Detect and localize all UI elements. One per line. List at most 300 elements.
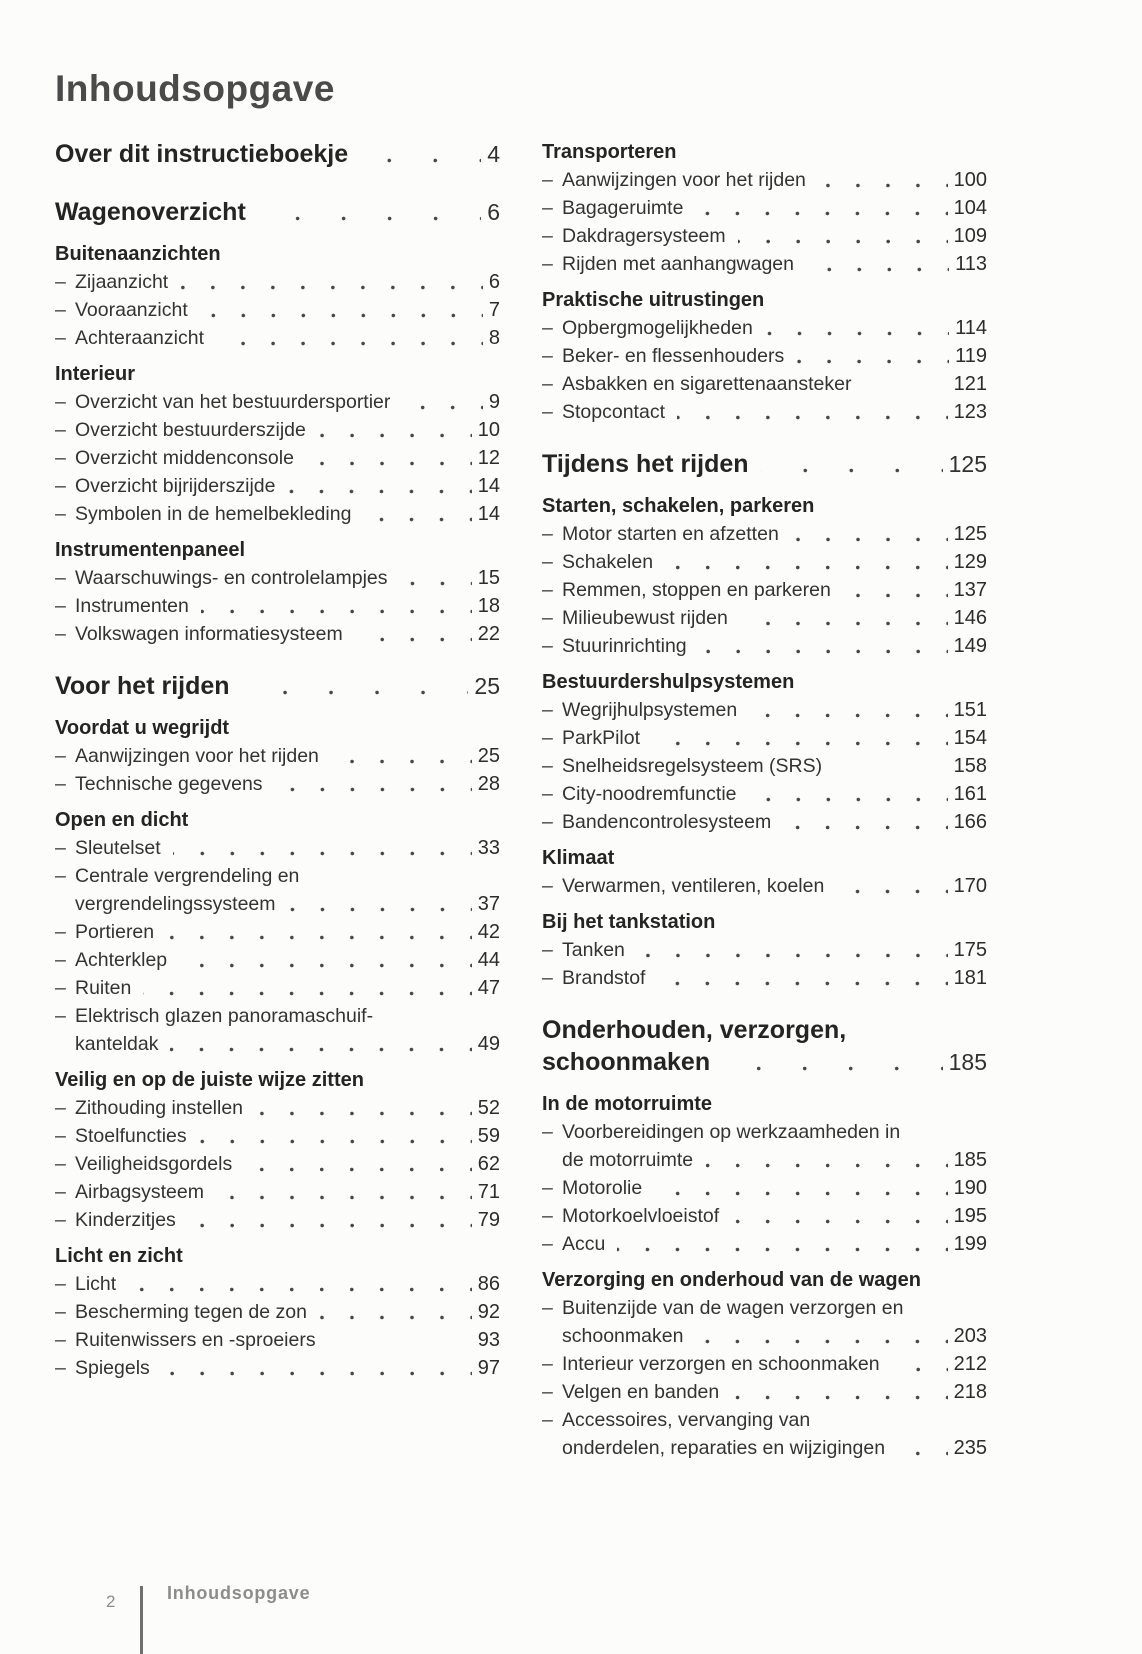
dash-bullet: – xyxy=(542,169,553,191)
dot-leader xyxy=(360,158,481,163)
toc-section-header: Transporteren xyxy=(542,141,677,163)
toc-entry-line xyxy=(55,1150,500,1178)
toc-item xyxy=(542,632,987,660)
toc-entry-label: Overzicht bijrijderszijde xyxy=(75,475,276,497)
toc-entry-label: Accessoires, vervanging van xyxy=(562,1409,811,1431)
toc-item xyxy=(542,696,987,724)
toc-entry-line xyxy=(542,1202,987,1230)
dash-bullet: – xyxy=(55,1273,66,1295)
dash-bullet: – xyxy=(542,1381,553,1403)
toc-entry-line xyxy=(542,314,987,342)
toc-entry-label: Voor het rijden xyxy=(55,672,230,700)
toc-section-header: Interieur xyxy=(55,363,136,385)
toc-item xyxy=(55,1206,500,1234)
toc-item xyxy=(55,416,500,444)
toc-entry-line xyxy=(542,342,987,370)
toc-item xyxy=(55,742,500,770)
toc-entry-label: schoonmaken xyxy=(562,1325,684,1347)
toc-entry-label: Onderhouden, verzorgen, xyxy=(542,1016,847,1044)
toc-item xyxy=(542,370,987,398)
toc-section-header: Instrumentenpaneel xyxy=(55,539,246,561)
toc-entry-line xyxy=(542,520,987,548)
toc-page-number: 14 xyxy=(477,475,500,497)
toc-entry-line xyxy=(542,194,987,222)
dash-bullet: – xyxy=(55,299,66,321)
toc-entry-line xyxy=(542,250,987,278)
toc-entry-label: Achteraanzicht xyxy=(75,327,204,349)
toc-item xyxy=(55,770,500,798)
toc-page-number: 100 xyxy=(953,169,987,191)
toc-item xyxy=(55,834,500,862)
toc-entry-line xyxy=(55,742,500,770)
toc-item xyxy=(55,268,500,296)
dot-leader xyxy=(216,341,483,346)
toc-section-header: Praktische uitrustingen xyxy=(542,289,765,311)
toc-entry-label: Elektrisch glazen panoramaschuif- xyxy=(75,1005,374,1027)
toc-entry-label: Accu xyxy=(562,1233,606,1255)
toc-item xyxy=(55,324,500,352)
toc-page-number: 158 xyxy=(953,755,987,777)
toc-page-number: 12 xyxy=(477,447,500,469)
toc-entry-label: Bescherming tegen de zon xyxy=(75,1301,307,1323)
dash-bullet: – xyxy=(55,1357,66,1379)
dot-leader xyxy=(255,1111,472,1116)
toc-entry-label: Verwarmen, ventileren, koelen xyxy=(562,875,825,897)
toc-page-number: 161 xyxy=(953,783,987,805)
dot-leader xyxy=(806,267,949,272)
dot-leader xyxy=(402,405,482,410)
toc-item xyxy=(55,472,500,500)
toc-page-number: 93 xyxy=(477,1329,500,1351)
toc-entry-label: Stopcontact xyxy=(562,401,665,423)
toc-item xyxy=(542,166,987,194)
toc-entry-label: Zijaanzicht xyxy=(75,271,169,293)
toc-page-number: 125 xyxy=(953,523,987,545)
dot-leader xyxy=(834,769,948,774)
dash-bullet: – xyxy=(542,635,553,657)
toc-entry-label: Symbolen in de hemelbekleding xyxy=(75,503,352,525)
toc-section-header: In de motorruimte xyxy=(542,1093,713,1115)
toc-section-header: Klimaat xyxy=(542,847,615,869)
dash-bullet: – xyxy=(542,1205,553,1227)
toc-page-number: 44 xyxy=(477,949,500,971)
toc-entry-label: Sleutelset xyxy=(75,837,161,859)
dot-leader xyxy=(319,1315,472,1320)
toc-page-number: 104 xyxy=(953,197,987,219)
toc-page-number: 185 xyxy=(948,1049,987,1075)
toc-item xyxy=(542,194,987,222)
toc-page-number: 175 xyxy=(953,939,987,961)
toc-page-number: 218 xyxy=(953,1381,987,1403)
toc-page-number: 121 xyxy=(953,373,987,395)
toc-entry-label: Overzicht middenconsole xyxy=(75,447,294,469)
toc-entry-label: Stoelfuncties xyxy=(75,1125,187,1147)
toc-entry-label: Bagageruimte xyxy=(562,197,684,219)
dot-leader xyxy=(654,1191,947,1196)
toc-entry-line xyxy=(55,1354,500,1382)
toc-entry-line xyxy=(542,448,987,480)
dash-bullet: – xyxy=(55,419,66,441)
dot-leader xyxy=(818,183,948,188)
dash-bullet: – xyxy=(55,391,66,413)
toc-item xyxy=(542,872,987,900)
toc-entry-label: Technische gegevens xyxy=(75,773,263,795)
toc-entry-line xyxy=(55,416,500,444)
toc-page-number: 181 xyxy=(953,967,987,989)
dash-bullet: – xyxy=(55,1209,66,1231)
dot-leader xyxy=(892,1367,948,1372)
dot-leader xyxy=(765,331,949,336)
toc-item xyxy=(55,500,500,528)
toc-item xyxy=(542,936,987,964)
toc-entry-label: Aanwijzingen voor het rijden xyxy=(75,745,319,767)
toc-entry-label: Velgen en banden xyxy=(562,1381,720,1403)
dot-leader xyxy=(699,649,948,654)
toc-item xyxy=(55,862,500,918)
toc-page-number: 195 xyxy=(953,1205,987,1227)
toc-entry-line xyxy=(55,890,500,918)
dash-bullet: – xyxy=(55,567,66,589)
dash-bullet: – xyxy=(55,773,66,795)
toc-page-number: 235 xyxy=(953,1437,987,1459)
toc-section-header: Verzorging en onderhoud van de wagen xyxy=(542,1269,921,1291)
dot-leader xyxy=(306,461,472,466)
dash-bullet: – xyxy=(542,225,553,247)
toc-item xyxy=(55,1270,500,1298)
toc-item xyxy=(542,1230,987,1258)
toc-entry-label: Over dit instructieboekje xyxy=(55,140,349,168)
toc-entry-label: Spiegels xyxy=(75,1357,150,1379)
toc-page-number: 151 xyxy=(953,699,987,721)
toc-entry-line xyxy=(542,696,987,724)
toc-chapter xyxy=(542,1014,987,1078)
toc-entry-line xyxy=(55,296,500,324)
toc-page-number: 137 xyxy=(953,579,987,601)
dash-bullet: – xyxy=(542,1297,553,1319)
toc-page-number: 86 xyxy=(477,1273,500,1295)
dash-bullet: – xyxy=(542,1409,553,1431)
dash-bullet: – xyxy=(55,837,66,859)
toc-entry-line xyxy=(55,324,500,352)
toc-entry-line xyxy=(542,1350,987,1378)
toc-entry-label: Schakelen xyxy=(562,551,654,573)
toc-item xyxy=(542,1202,987,1230)
toc-entry-line xyxy=(542,1146,987,1174)
toc-entry-label: Stuurinrichting xyxy=(562,635,687,657)
toc-item xyxy=(55,1002,500,1058)
dash-bullet: – xyxy=(542,783,553,805)
toc-item xyxy=(542,808,987,836)
dot-leader xyxy=(363,517,471,522)
dot-leader xyxy=(288,907,472,912)
dash-bullet: – xyxy=(55,1005,66,1027)
dash-bullet: – xyxy=(55,949,66,971)
dot-leader xyxy=(791,537,948,542)
toc-entry-line xyxy=(542,1378,987,1406)
toc-section-header: Starten, schakelen, parkeren xyxy=(542,495,815,517)
toc-entry-line xyxy=(55,444,500,472)
toc-page-number: 33 xyxy=(477,837,500,859)
toc-entry-line xyxy=(55,138,500,170)
dash-bullet: – xyxy=(542,373,553,395)
toc-entry-line xyxy=(55,1094,500,1122)
dot-leader xyxy=(199,1139,472,1144)
toc-item xyxy=(542,724,987,752)
toc-page-number: 4 xyxy=(487,141,500,167)
toc-column-left xyxy=(55,138,500,1462)
toc-entry-label: Licht xyxy=(75,1273,117,1295)
toc-item xyxy=(542,342,987,370)
dot-leader xyxy=(244,1167,472,1172)
toc-page-number: 170 xyxy=(953,875,987,897)
toc-entry-label: ParkPilot xyxy=(562,727,641,749)
toc-page-number: 52 xyxy=(477,1097,500,1119)
dot-leader xyxy=(258,216,481,221)
toc-entry-line xyxy=(542,1014,987,1046)
toc-entry-line xyxy=(55,1002,500,1030)
toc-page-number: 154 xyxy=(953,727,987,749)
dot-leader xyxy=(761,468,943,473)
toc-entry-line xyxy=(542,398,987,426)
dot-leader xyxy=(705,1163,947,1168)
dot-leader xyxy=(657,981,947,986)
toc-column-right xyxy=(542,138,987,1462)
toc-entry-line xyxy=(55,472,500,500)
toc-entry-label: Wegrijhulpsystemen xyxy=(562,699,738,721)
toc-entry-label: Volkswagen informatiesysteem xyxy=(75,623,343,645)
toc-page-number: 28 xyxy=(477,773,500,795)
dot-leader xyxy=(170,1047,471,1052)
dash-bullet: – xyxy=(55,447,66,469)
toc-item xyxy=(55,620,500,648)
dot-leader xyxy=(328,1343,472,1348)
toc-entry-line xyxy=(55,1298,500,1326)
toc-entry-label: vergrendelingssysteem xyxy=(75,893,276,915)
toc-entry-line xyxy=(55,620,500,648)
dot-leader xyxy=(783,825,947,830)
toc-entry-label: Motorkoelvloeistof xyxy=(562,1205,720,1227)
toc-page-number: 59 xyxy=(477,1125,500,1147)
toc-item xyxy=(55,918,500,946)
toc-page-number: 71 xyxy=(477,1181,500,1203)
footer-page-number: 2 xyxy=(106,1592,116,1611)
dot-leader xyxy=(287,489,471,494)
dash-bullet: – xyxy=(542,523,553,545)
dot-leader xyxy=(695,1339,947,1344)
toc-entry-label: Voorbereidingen op werkzaamheden in xyxy=(562,1121,901,1143)
toc-entry-line xyxy=(542,1434,987,1462)
toc-section-header: Licht en zicht xyxy=(55,1245,183,1267)
toc-entry-label: de motorruimte xyxy=(562,1149,694,1171)
toc-entry-line xyxy=(55,670,500,702)
toc-page-number: 203 xyxy=(953,1325,987,1347)
toc-entry-line xyxy=(55,974,500,1002)
toc-entry-line xyxy=(55,500,500,528)
dot-leader xyxy=(242,690,469,695)
toc-entry-label: kanteldak xyxy=(75,1033,159,1055)
toc-item xyxy=(542,780,987,808)
toc-entry-label: Overzicht van het bestuurdersportier xyxy=(75,391,391,413)
toc-entry-label: Portieren xyxy=(75,921,155,943)
toc-entry-label: City-noodremfunctie xyxy=(562,783,737,805)
dot-leader xyxy=(400,581,472,586)
dash-bullet: – xyxy=(542,755,553,777)
toc-section-header: Bij het tankstation xyxy=(542,911,716,933)
dot-leader xyxy=(796,359,949,364)
dot-leader xyxy=(180,285,483,290)
toc-columns xyxy=(55,138,1142,1462)
dash-bullet: – xyxy=(55,865,66,887)
toc-entry-line xyxy=(542,1046,987,1078)
toc-entry-line xyxy=(55,834,500,862)
toc-entry-label: Zithouding instellen xyxy=(75,1097,244,1119)
dash-bullet: – xyxy=(542,197,553,219)
footer-rule xyxy=(140,1586,143,1654)
toc-item xyxy=(542,548,987,576)
footer-section-label: Inhoudsopgave xyxy=(167,1583,311,1603)
dash-bullet: – xyxy=(55,1153,66,1175)
toc-entry-label: Kinderzitjes xyxy=(75,1209,176,1231)
toc-entry-label: Veiligheidsgordels xyxy=(75,1153,233,1175)
toc-entry-line xyxy=(542,752,987,780)
dash-bullet: – xyxy=(55,1301,66,1323)
toc-page-number: 166 xyxy=(953,811,987,833)
toc-page-number: 79 xyxy=(477,1209,500,1231)
dash-bullet: – xyxy=(542,967,553,989)
toc-entry-line xyxy=(542,872,987,900)
toc-entry-line xyxy=(55,946,500,974)
toc-item xyxy=(542,1350,987,1378)
dot-leader xyxy=(637,953,948,958)
toc-page-number: 49 xyxy=(477,1033,500,1055)
toc-entry-label: Rijden met aanhangwagen xyxy=(562,253,795,275)
toc-page-number: 9 xyxy=(488,391,500,413)
dot-leader xyxy=(863,387,947,392)
toc-entry-label: Airbagsysteem xyxy=(75,1181,204,1203)
dash-bullet: – xyxy=(542,551,553,573)
toc-item xyxy=(55,974,500,1002)
dot-leader xyxy=(318,433,472,438)
toc-page-number: 62 xyxy=(477,1153,500,1175)
dash-bullet: – xyxy=(55,1097,66,1119)
dash-bullet: – xyxy=(55,475,66,497)
dash-bullet: – xyxy=(55,503,66,525)
toc-entry-label: Milieubewust rijden xyxy=(562,607,728,629)
toc-chapter xyxy=(55,138,500,170)
dash-bullet: – xyxy=(55,1125,66,1147)
dot-leader xyxy=(188,1223,472,1228)
dot-leader xyxy=(201,609,472,614)
toc-entry-line xyxy=(542,1118,987,1146)
toc-page-number: 42 xyxy=(477,921,500,943)
toc-entry-line xyxy=(55,1122,500,1150)
dot-leader xyxy=(695,211,947,216)
toc-entry-line xyxy=(542,576,987,604)
toc-section-header: Buitenaanzichten xyxy=(55,243,221,265)
toc-chapter xyxy=(55,196,500,228)
dash-bullet: – xyxy=(55,623,66,645)
toc-page-number: 119 xyxy=(955,345,987,367)
toc-page-number: 25 xyxy=(477,745,500,767)
toc-entry-line xyxy=(55,268,500,296)
toc-entry-line xyxy=(55,196,500,228)
dot-leader xyxy=(749,797,948,802)
toc-item xyxy=(55,1094,500,1122)
toc-entry-line xyxy=(542,936,987,964)
toc-entry-line xyxy=(55,1326,500,1354)
toc-page-number: 212 xyxy=(953,1353,987,1375)
dash-bullet: – xyxy=(55,327,66,349)
toc-entry-label: Waarschuwings- en controlelampjes xyxy=(75,567,388,589)
toc-item xyxy=(55,388,500,416)
toc-entry-line xyxy=(55,1270,500,1298)
toc-entry-label: Dakdragersysteem xyxy=(562,225,726,247)
toc-item xyxy=(542,752,987,780)
dash-bullet: – xyxy=(542,1121,553,1143)
dot-leader xyxy=(128,1287,472,1292)
toc-entry-line xyxy=(55,1030,500,1058)
toc-item xyxy=(55,1122,500,1150)
toc-entry-label: onderdelen, reparaties en wijzigingen xyxy=(562,1437,886,1459)
toc-entry-label: Brandstof xyxy=(562,967,646,989)
toc-section-header: Veilig en op de juiste wijze zitten xyxy=(55,1069,364,1091)
toc-item xyxy=(55,1298,500,1326)
toc-item xyxy=(55,296,500,324)
toc-item xyxy=(55,592,500,620)
dot-leader xyxy=(665,565,948,570)
dot-leader xyxy=(173,851,472,856)
toc-entry-line xyxy=(542,1406,987,1434)
dash-bullet: – xyxy=(55,595,66,617)
dash-bullet: – xyxy=(55,977,66,999)
dash-bullet: – xyxy=(542,607,553,629)
dash-bullet: – xyxy=(542,1233,553,1255)
toc-entry-label: Ruiten xyxy=(75,977,132,999)
dot-leader xyxy=(216,1195,472,1200)
toc-entry-line xyxy=(55,862,500,890)
toc-item xyxy=(542,398,987,426)
toc-page-number: 6 xyxy=(487,199,500,225)
dot-leader xyxy=(162,1371,472,1376)
toc-entry-line xyxy=(542,370,987,398)
page-title: Inhoudsopgave xyxy=(55,68,335,109)
toc-entry-label: Beker- en flessenhouders xyxy=(562,345,785,367)
dot-leader xyxy=(677,415,948,420)
toc-entry-label: Motorolie xyxy=(562,1177,643,1199)
toc-page-number: 113 xyxy=(955,253,987,275)
toc-page-number: 92 xyxy=(477,1301,500,1323)
toc-page-number: 146 xyxy=(953,607,987,629)
toc-entry-label: Remmen, stoppen en parkeren xyxy=(562,579,831,601)
toc-item xyxy=(542,964,987,992)
toc-entry-label: Buitenzijde van de wagen verzorgen en xyxy=(562,1297,904,1319)
dash-bullet: – xyxy=(542,727,553,749)
toc-entry-label: Tanken xyxy=(562,939,625,961)
toc-item xyxy=(542,314,987,342)
toc-entry-line xyxy=(542,724,987,752)
toc-entry-label: Vooraanzicht xyxy=(75,299,188,321)
toc-page-number: 114 xyxy=(955,317,987,339)
toc-entry-label: Overzicht bestuurderszijde xyxy=(75,419,306,441)
toc-page-number: 14 xyxy=(477,503,500,525)
toc-entry-line xyxy=(542,780,987,808)
toc-entry-line xyxy=(542,166,987,194)
toc-entry-label: Achterklep xyxy=(75,949,168,971)
toc-entry-line xyxy=(55,918,500,946)
dash-bullet: – xyxy=(542,1353,553,1375)
toc-entry-label: Centrale vergrendeling en xyxy=(75,865,300,887)
toc-entry-line xyxy=(55,564,500,592)
